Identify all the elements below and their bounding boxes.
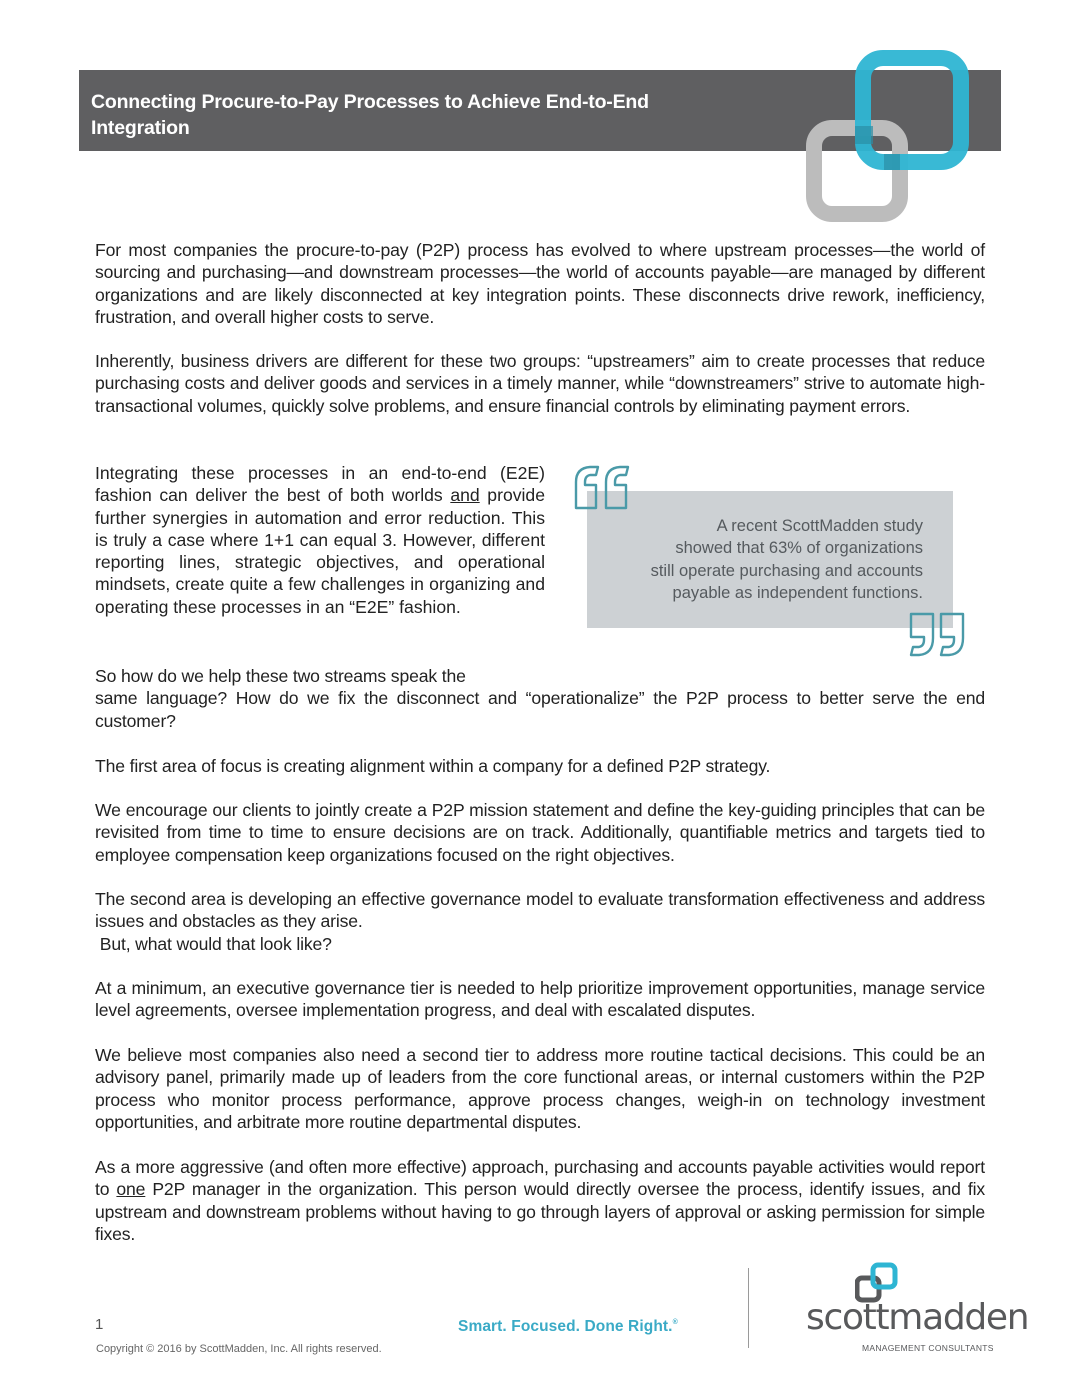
page-title <box>91 89 791 141</box>
close-quote-icon <box>905 612 969 658</box>
paragraph-mission-statement: We encourage our clients to jointly create a P2P mission statement and define the key-guiding principles that can be revisited from time to time to ensure decisions are on track. Additionally, quantifiable metrics and targets tied to employee compensation keep organizations focused on the right objectives. <box>95 800 985 865</box>
pullquote-text <box>600 515 923 604</box>
text-segment: Integrating these processes in an end-to-end (E2E) fashion can deliver the best of both worlds <box>95 463 545 506</box>
paragraph-first-area: The first area of focus is creating alignment within a company for a defined P2P strategy. <box>95 756 771 776</box>
paragraph-aggressive-approach <box>95 1156 985 1245</box>
brand-wordmark: scottmadden <box>806 1297 1029 1338</box>
text-segment: P2P manager in the organization. This person would directly oversee the process, identify issues, and fix upstream and downstream problems without having to go through layers of approval or asking permission for simple fixes. <box>95 1179 985 1244</box>
text-segment: same language? How do we fix the disconnect and “operationalize” the P2P process to better serve the end customer? <box>95 688 985 731</box>
paragraph-questions <box>95 665 985 732</box>
paragraph-integration <box>95 462 545 618</box>
underlined-one: one <box>116 1179 146 1200</box>
open-quote-icon <box>572 464 636 510</box>
title-line-1: Connecting Procure-to-Pay Processes to Achieve End-to-End <box>91 91 649 113</box>
brand-subtitle: MANAGEMENT CONSULTANTS <box>862 1343 994 1353</box>
paragraph-executive-tier: At a minimum, an executive governance tier is needed to help prioritize improvement opportunities, manage service level agreements, oversee implementation progress, and deal with escalated disputes. <box>95 978 985 1021</box>
copyright-notice: Copyright © 2016 by ScottMadden, Inc. All rights reserved. <box>96 1343 382 1355</box>
interlocking-squares-logo-icon <box>800 48 980 223</box>
text-segment: As a more aggressive (and often more effective) approach, purchasing and accounts payable activities would report to <box>95 1157 985 1200</box>
text-segment: provide further synergies in automation and error reduction. This is truly a case where 1+1 can equal 3. However, different reporting lines, strategic objectives, and operational mindsets, create quite a few challenges in organizing and operating these processes in an “E2E” fashion. <box>95 485 546 617</box>
text-line: But, what would that look like? <box>95 933 332 954</box>
text-segment: The second area is developing an effective governance model to evaluate transformation effectiveness and address issues and obstacles as they arise. <box>95 889 985 932</box>
tagline-text: Smart. Focused. Done Right. <box>458 1318 673 1335</box>
title-line-2: Integration <box>91 117 190 139</box>
registered-mark: ® <box>672 1319 678 1326</box>
tagline <box>458 1318 678 1336</box>
footer-divider <box>748 1268 749 1348</box>
text-line: So how do we help these two streams speak the <box>95 666 466 686</box>
pullquote-line: still operate purchasing and accounts <box>650 561 923 580</box>
underlined-and: and <box>450 485 480 506</box>
paragraph-second-tier: We believe most companies also need a second tier to address more routine tactical decisions. This could be an advisory panel, primarily made up of leaders from the core functional areas, or internal customers within the P2P process who monitor process performance, approve process changes, weigh-in on technology investment opportunities, and arbitrate more routine departmental disputes. <box>95 1045 985 1132</box>
paragraph-governance <box>95 888 985 955</box>
pullquote-line: showed that 63% of organizations <box>675 539 923 558</box>
pullquote-line: payable as independent functions. <box>672 583 923 602</box>
page-number: 1 <box>95 1316 104 1333</box>
paragraph-business-drivers: Inherently, business drivers are different for these two groups: “upstreamers” aim to create processes that reduce purchasing costs and deliver goods and services in a timely manner, while “downstreamers” strive to automate high-transactional volumes, quickly solve problems, and ensure financial controls by eliminating payment errors. <box>95 351 985 416</box>
paragraph-intro: For most companies the procure-to-pay (P2P) process has evolved to where upstream processes—the world of sourcing and purchasing—and downstream processes—the world of accounts payable—are managed by different organizations and are likely disconnected at key integration points. These disconnects drive rework, inefficiency, frustration, and overall higher costs to serve. <box>95 240 985 327</box>
pullquote-line: A recent ScottMadden study <box>716 517 923 535</box>
